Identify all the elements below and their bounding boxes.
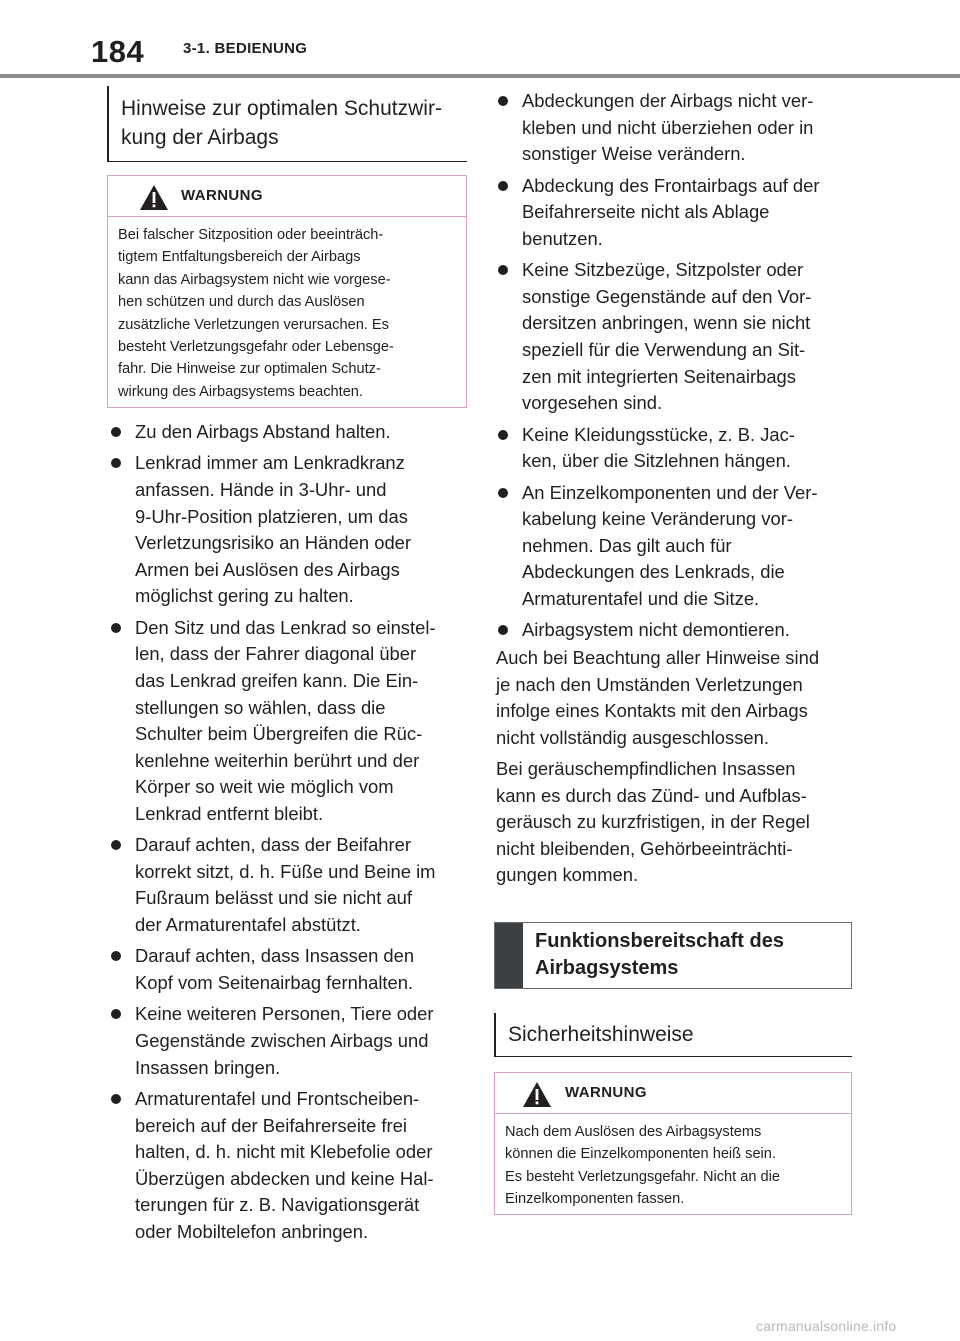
bullet-item	[109, 419, 469, 446]
warning-triangle-icon	[139, 184, 169, 211]
bullet-line: Armen bei Auslösen des Airbags	[135, 558, 400, 580]
bullet-line: Fußraum belässt und sie nicht auf	[135, 887, 413, 909]
bullet-line: dersitzen anbringen, wenn sie nicht	[522, 312, 811, 334]
bullet-line: Lenkrad entfernt bleibt.	[135, 802, 324, 824]
warning-text	[495, 1114, 851, 1211]
bullet-dot-icon	[111, 951, 121, 961]
bullet-line: len, dass der Fahrer diagonal über	[135, 643, 417, 665]
warning-line: zusätzliche Verletzungen verursachen. Es	[118, 316, 389, 333]
warning-line: tigtem Entfaltungsbereich der Airbags	[118, 249, 361, 266]
bullet-dot-icon	[111, 1009, 121, 1019]
paragraph-line: je nach den Umständen Verletzungen	[496, 673, 803, 695]
warning-line: Nach dem Auslösen des Airbagsystems	[505, 1124, 762, 1140]
warning-box-left	[107, 175, 467, 408]
warning-line: Einzelkomponenten fassen.	[505, 1191, 685, 1208]
bullet-line: Keine weiteren Personen, Tiere oder	[135, 1003, 434, 1025]
bullet-line: Verletzungsrisiko an Händen oder	[135, 532, 412, 554]
bullet-line: Gegenstände zwischen Airbags und	[135, 1030, 429, 1052]
bullet-line: An Einzelkomponenten und der Ver-	[522, 481, 818, 503]
bullet-list-left	[109, 419, 469, 1250]
bullet-item	[109, 943, 469, 996]
subheading-line: kung der Airbags	[121, 126, 279, 149]
page-header	[0, 0, 960, 78]
bullet-line: korrekt sitzt, d. h. Füße und Beine im	[135, 860, 436, 882]
subheading-airbag-protection	[107, 86, 467, 162]
bullet-dot-icon	[498, 181, 508, 191]
paragraph-line: kann es durch das Zünd- und Aufblas-	[496, 784, 807, 806]
bullet-line: Den Sitz und das Lenkrad so einstel-	[135, 616, 436, 638]
bullet-line: 9-Uhr-Position platzieren, um das	[135, 505, 408, 527]
bullet-dot-icon	[498, 96, 508, 106]
warning-line: hen schützen und durch das Auslösen	[118, 294, 365, 311]
warning-line: fahr. Die Hinweise zur optimalen Schutz-	[118, 361, 381, 378]
bullet-line: sonstiger Weise verändern.	[522, 143, 746, 165]
bullet-list-right	[496, 88, 856, 649]
warning-line: können die Einzelkomponenten heiß sein.	[505, 1146, 776, 1163]
bullet-line: nehmen. Das gilt auch für	[522, 534, 732, 556]
section-title	[535, 928, 784, 982]
warning-line: kann das Airbagsystem nicht wie vorgese-	[118, 271, 391, 288]
bullet-line: Beifahrerseite nicht als Ablage	[522, 201, 770, 223]
bullet-item	[496, 480, 856, 613]
bullet-line: Darauf achten, dass Insassen den	[135, 945, 415, 967]
bullet-line: Abdeckungen der Airbags nicht ver-	[522, 90, 814, 111]
bullet-line: halten, d. h. nicht mit Klebefolie oder	[135, 1141, 433, 1163]
bullet-line: kleben und nicht überziehen oder in	[522, 116, 814, 138]
subheading-line: Hinweise zur optimalen Schutzwir-	[121, 97, 442, 120]
section-title-line: Airbagsystems	[535, 957, 679, 979]
bullet-line: Abdeckung des Frontairbags auf der	[522, 174, 820, 196]
bullet-line: Keine Sitzbezüge, Sitzpolster oder	[522, 259, 804, 281]
paragraph-line: geräusch zu kurzfristigen, in der Regel	[496, 811, 810, 833]
bullet-line: kabelung keine Veränderung vor-	[522, 508, 793, 530]
section-title-line: Funktionsbereitschaft des	[535, 930, 784, 952]
bullet-line: Abdeckungen des Lenkrads, die	[522, 561, 785, 583]
paragraph-line: infolge eines Kontakts mit den Airbags	[496, 700, 808, 722]
bullet-line: Überzügen abdecken und keine Hal-	[135, 1167, 434, 1189]
bullet-dot-icon	[498, 625, 508, 635]
section-bar	[495, 923, 523, 988]
warning-header	[495, 1073, 851, 1114]
warning-line: Bei falscher Sitzposition oder beeinträch-	[118, 227, 384, 243]
header-rule	[0, 74, 960, 78]
bullet-dot-icon	[498, 265, 508, 275]
warning-line: wirkung des Airbagsystems beachten.	[118, 383, 363, 400]
watermark: carmanualsonline.info	[756, 1318, 897, 1334]
bullet-line: Körper so weit wie möglich vom	[135, 776, 394, 798]
bullet-dot-icon	[111, 623, 121, 633]
bullet-line: anfassen. Hände in 3-Uhr- und	[135, 478, 387, 500]
warning-label: WARNUNG	[565, 1084, 647, 1101]
warning-text	[108, 217, 466, 403]
bullet-line: Airbagsystem nicht demontieren.	[522, 619, 790, 641]
bullet-line: oder Mobiltelefon anbringen.	[135, 1221, 369, 1242]
bullet-line: zen mit integrierten Seitenairbags	[522, 365, 796, 387]
paragraph-line: gungen kommen.	[496, 864, 639, 886]
bullet-line: stellungen so wählen, dass die	[135, 696, 386, 718]
bullet-item	[496, 88, 856, 168]
bullet-line: Darauf achten, dass der Beifahrer	[135, 834, 412, 856]
section-heading-airbag-readiness	[494, 922, 852, 989]
bullet-line: Insassen bringen.	[135, 1056, 281, 1078]
paragraph-line: nicht vollständig ausgeschlossen.	[496, 726, 769, 748]
paragraph-injury-risk	[496, 645, 856, 751]
subheading-line: Sicherheitshinweise	[508, 1023, 694, 1046]
warning-box-right	[494, 1072, 852, 1215]
warning-label: WARNUNG	[181, 187, 263, 204]
bullet-line: bereich auf der Beifahrerseite frei	[135, 1114, 407, 1136]
bullet-line: vorgesehen sind.	[522, 392, 663, 414]
paragraph-line: Bei geräuschempfindlichen Insassen	[496, 758, 796, 779]
bullet-item	[109, 1086, 469, 1246]
bullet-dot-icon	[111, 1094, 121, 1104]
bullet-line: Schulter beim Übergreifen die Rüc-	[135, 723, 423, 745]
bullet-item	[109, 615, 469, 828]
bullet-line: Armaturentafel und die Sitze.	[522, 587, 760, 609]
bullet-item	[496, 173, 856, 253]
bullet-line: ken, über die Sitzlehnen hängen.	[522, 450, 791, 472]
warning-header	[108, 176, 466, 217]
paragraph-noise-sensitive	[496, 756, 856, 889]
paragraph-line: nicht bleibenden, Gehörbeeinträchti-	[496, 837, 793, 859]
warning-line: Es besteht Verletzungsgefahr. Nicht an die	[505, 1168, 781, 1185]
bullet-dot-icon	[498, 430, 508, 440]
bullet-item	[109, 1001, 469, 1081]
bullet-line: das Lenkrad greifen kann. Die Ein-	[135, 669, 419, 691]
subheading-safety-notes	[494, 1013, 852, 1057]
bullet-line: benutzen.	[522, 227, 603, 249]
page-number: 184	[91, 34, 145, 69]
bullet-line: Armaturentafel und Frontscheiben-	[135, 1088, 420, 1110]
bullet-dot-icon	[111, 427, 121, 437]
warning-line: besteht Verletzungsgefahr oder Lebensge-	[118, 339, 394, 356]
bullet-line: sonstige Gegenstände auf den Vor-	[522, 285, 812, 307]
paragraph-line: Auch bei Beachtung aller Hinweise sind	[496, 647, 820, 668]
bullet-item	[496, 422, 856, 475]
bullet-dot-icon	[498, 488, 508, 498]
bullet-line: der Armaturentafel abstützt.	[135, 914, 361, 936]
bullet-line: terungen für z. B. Navigationsgerät	[135, 1194, 420, 1216]
bullet-dot-icon	[111, 840, 121, 850]
bullet-item	[109, 832, 469, 938]
bullet-line: kenlehne weiterhin berührt und der	[135, 749, 420, 771]
bullet-dot-icon	[111, 458, 121, 468]
bullet-line: speziell für die Verwendung an Sit-	[522, 338, 806, 360]
bullet-line: Keine Kleidungsstücke, z. B. Jac-	[522, 423, 795, 445]
bullet-item	[496, 617, 856, 644]
warning-triangle-icon	[522, 1081, 552, 1108]
bullet-item	[496, 257, 856, 417]
bullet-line: Zu den Airbags Abstand halten.	[135, 421, 391, 442]
bullet-line: Lenkrad immer am Lenkradkranz	[135, 452, 405, 474]
bullet-line: möglichst gering zu halten.	[135, 585, 354, 607]
bullet-line: Kopf vom Seitenairbag fernhalten.	[135, 972, 414, 994]
chapter-title: 3-1. BEDIENUNG	[183, 40, 308, 57]
bullet-item	[109, 450, 469, 610]
